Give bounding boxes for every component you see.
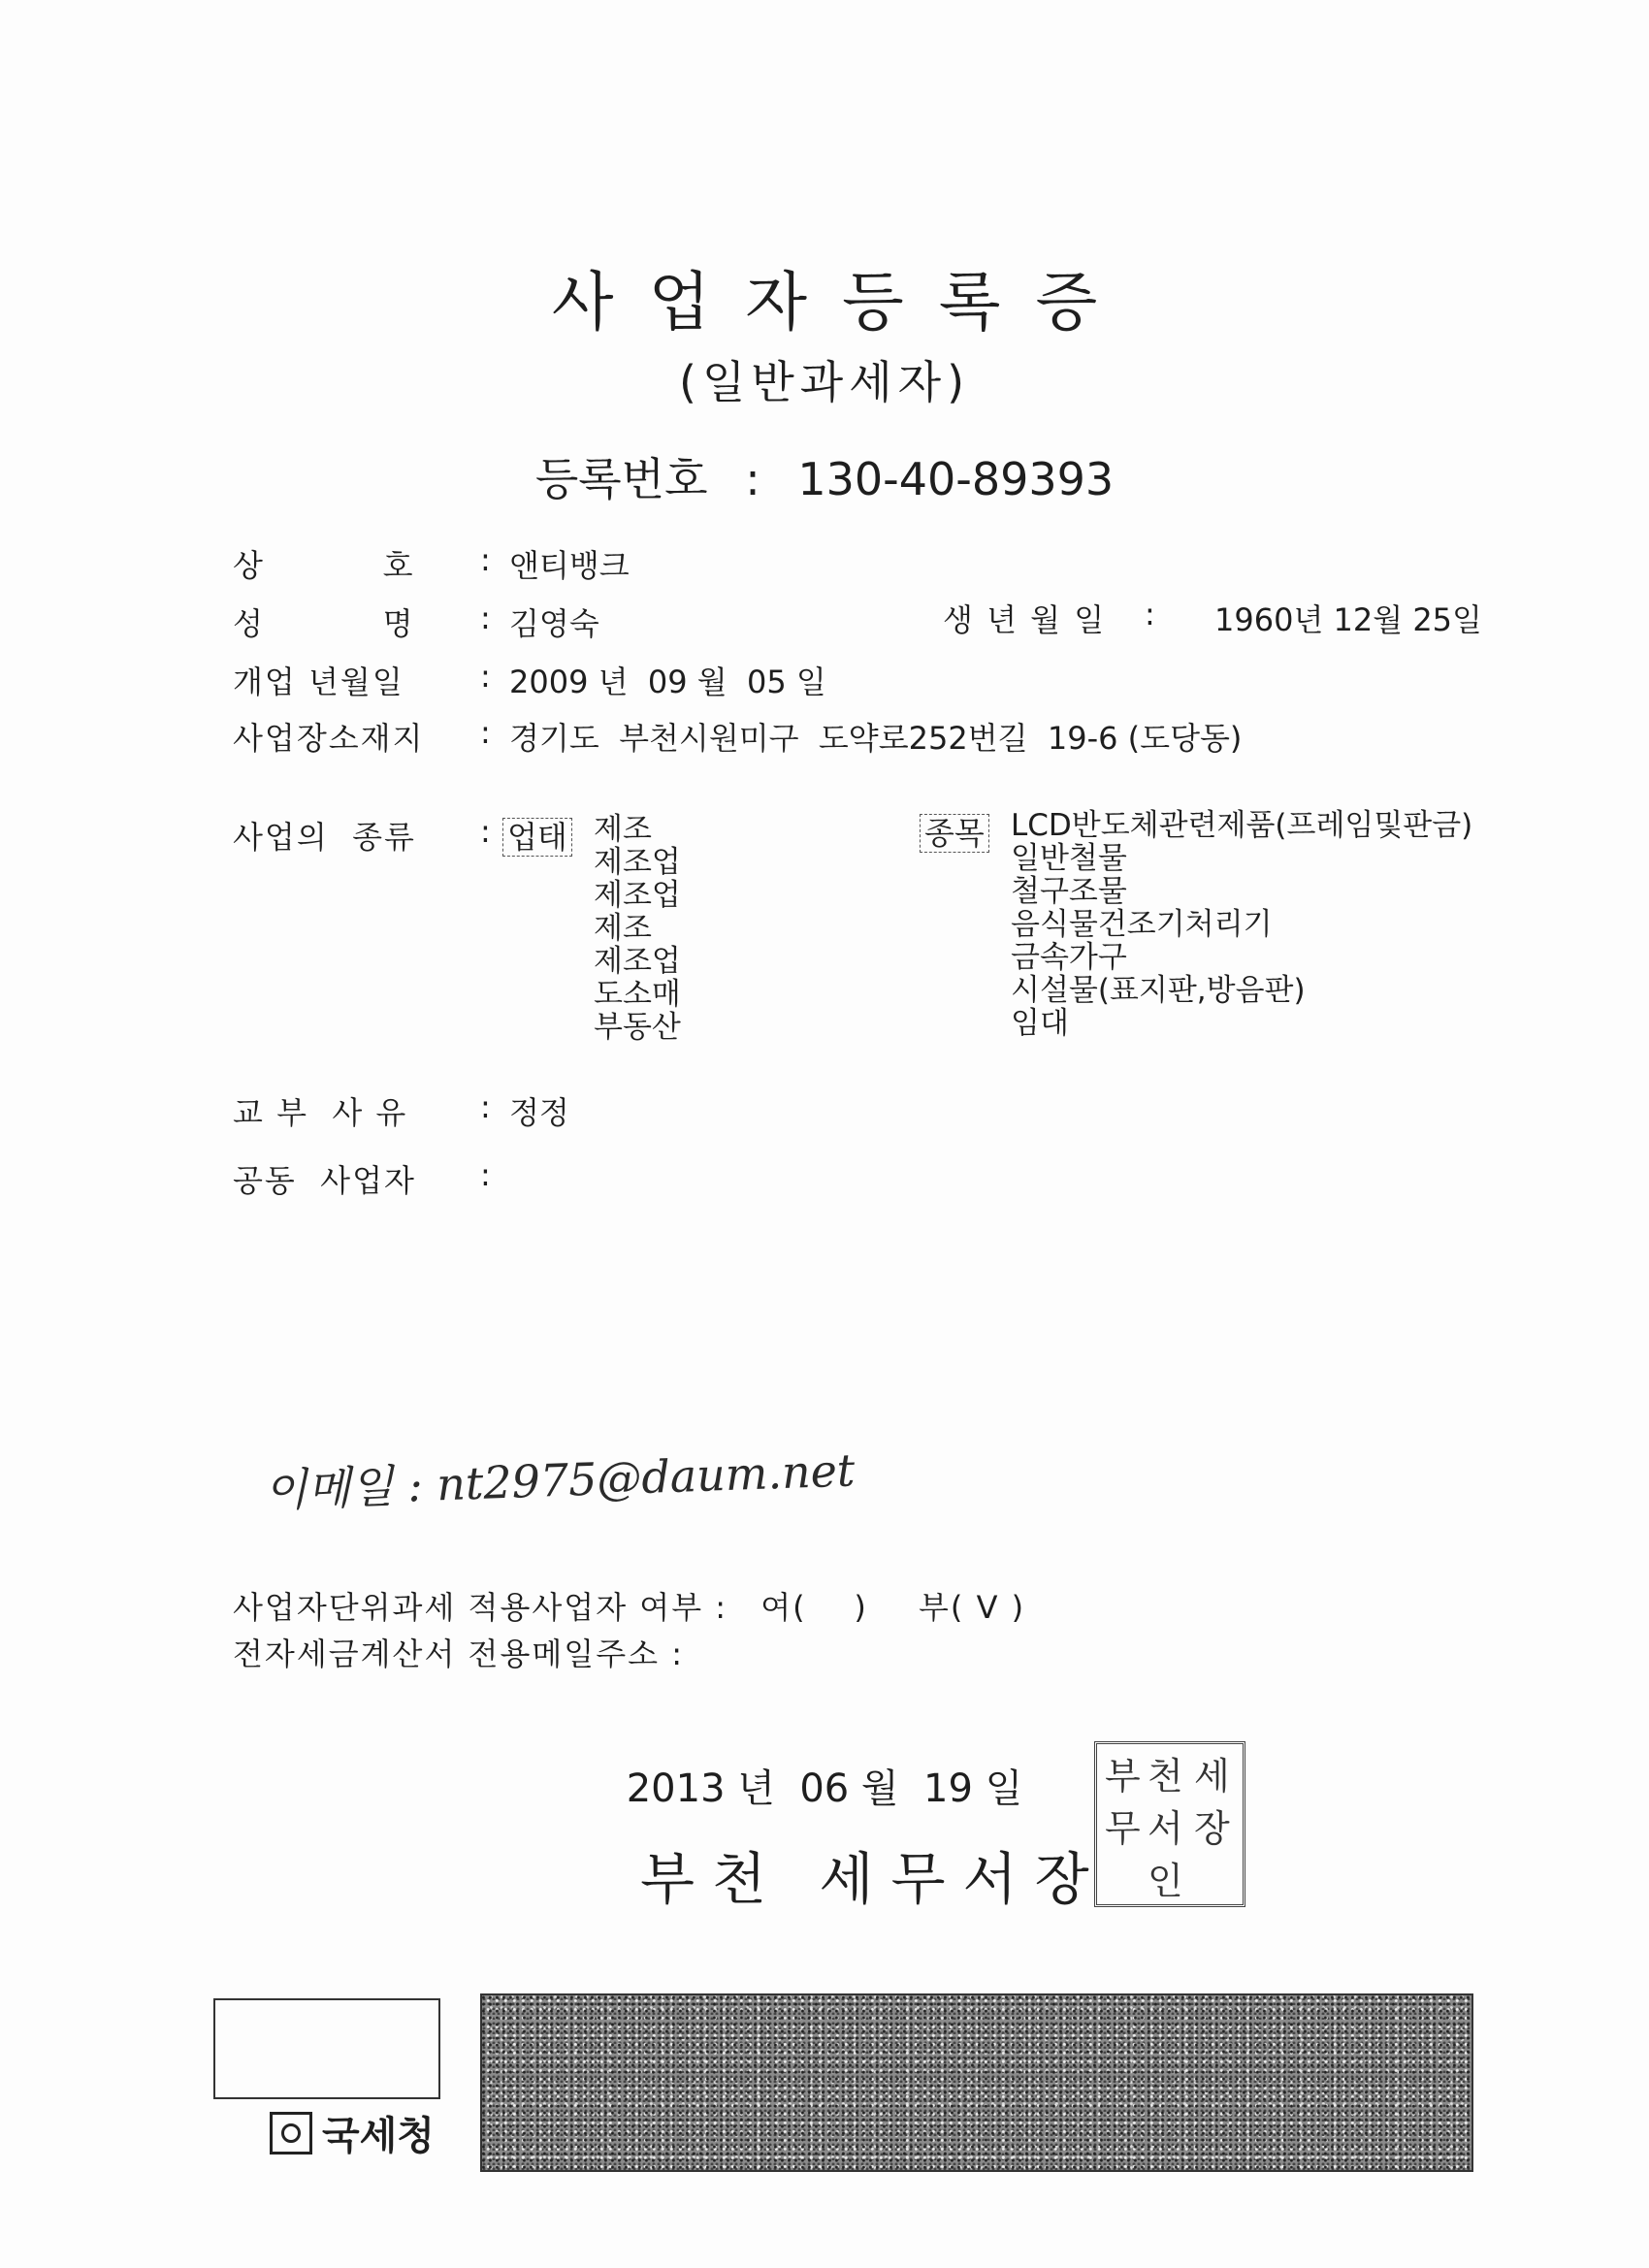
registration-separator: : <box>745 453 760 505</box>
trade-name-label: 상 호 <box>233 547 415 584</box>
category-header <box>502 813 572 858</box>
item-entry: 임대 <box>1011 1006 1069 1041</box>
category-item: 제조 <box>594 812 652 847</box>
colon: : <box>480 714 491 751</box>
document-subtitle: (일반과세자) <box>678 356 971 408</box>
item-entry: 시설물(표지판,방음판) <box>1011 973 1306 1008</box>
security-pattern <box>480 1993 1473 2172</box>
reason-value: 정정 <box>509 1094 569 1131</box>
tax-office-name: 부천 세무서장 <box>640 1846 1107 1912</box>
name-label: 성 명 <box>233 605 415 642</box>
birth-value: 1960년 12월 25일 <box>1214 601 1482 638</box>
category-label: 업태 <box>502 818 572 857</box>
item-list <box>1011 809 1472 1040</box>
einvoice-label: 전자세금계산서 전용메일주소 : <box>233 1636 684 1672</box>
registration-number: 130-40-89393 <box>797 453 1115 505</box>
unit-tax-line <box>233 1583 1025 1628</box>
opening-date-value: 2009 년 09 월 05 일 <box>509 664 826 700</box>
item-entry: 금속가구 <box>1011 940 1127 975</box>
address-value: 경기도 부천시원미구 도약로252번길 19-6 (도당동) <box>509 720 1243 757</box>
photo-box <box>213 1998 440 2099</box>
reason-label: 교 부 사 유 <box>233 1094 408 1131</box>
category-item: 제조 <box>594 911 652 946</box>
colon: : <box>480 541 491 578</box>
colon: : <box>480 1088 491 1125</box>
trade-name-value: 앤티뱅크 <box>509 547 630 584</box>
registration-label: 등록번호 <box>534 453 708 505</box>
item-entry: LCD반도체관련제품(프레임및판금) <box>1011 808 1473 843</box>
opening-date-label: 개업 년월일 <box>233 664 404 700</box>
name-value: 김영숙 <box>509 605 599 642</box>
agency-mark <box>270 2105 435 2160</box>
handwritten-email: 이메일 : nt2975@daum.net <box>263 1443 857 1517</box>
category-item: 제조업 <box>594 944 681 979</box>
item-entry: 음식물건조기처리기 <box>1011 907 1273 942</box>
category-item: 제조업 <box>594 878 681 913</box>
unit-tax-yes: 여( ) <box>760 1589 868 1626</box>
category-item: 도소매 <box>594 977 681 1012</box>
official-seal: 부 천 세 무 서 장 인 <box>1094 1741 1245 1907</box>
item-entry: 일반철물 <box>1011 841 1127 876</box>
colon: : <box>1145 596 1155 632</box>
unit-tax-label: 사업자단위과세 적용사업자 여부 : <box>233 1589 728 1626</box>
colon: : <box>480 1156 491 1193</box>
item-header <box>920 809 989 854</box>
item-entry: 철구조물 <box>1011 874 1127 909</box>
colon: : <box>480 658 491 695</box>
category-list <box>594 813 681 1044</box>
business-type-label: 사업의 종류 <box>233 819 416 856</box>
issue-date: 2013 년 06 월 19 일 <box>626 1766 1023 1811</box>
category-item: 부동산 <box>594 1010 681 1045</box>
unit-tax-no: 부( V ) <box>919 1589 1026 1626</box>
nts-logo-icon <box>270 2112 312 2155</box>
birth-label: 생 년 월 일 <box>943 601 1107 638</box>
category-item: 제조업 <box>594 845 681 880</box>
colon: : <box>480 599 491 636</box>
item-label: 종목 <box>920 814 989 853</box>
registration-number-line <box>0 444 1649 508</box>
address-label: 사업장소재지 <box>233 720 425 757</box>
joint-label: 공동 사업자 <box>233 1162 416 1199</box>
document-title: 사업자등록증 <box>551 265 1133 340</box>
colon: : <box>480 813 491 850</box>
agency-name: 국세청 <box>322 2114 435 2158</box>
